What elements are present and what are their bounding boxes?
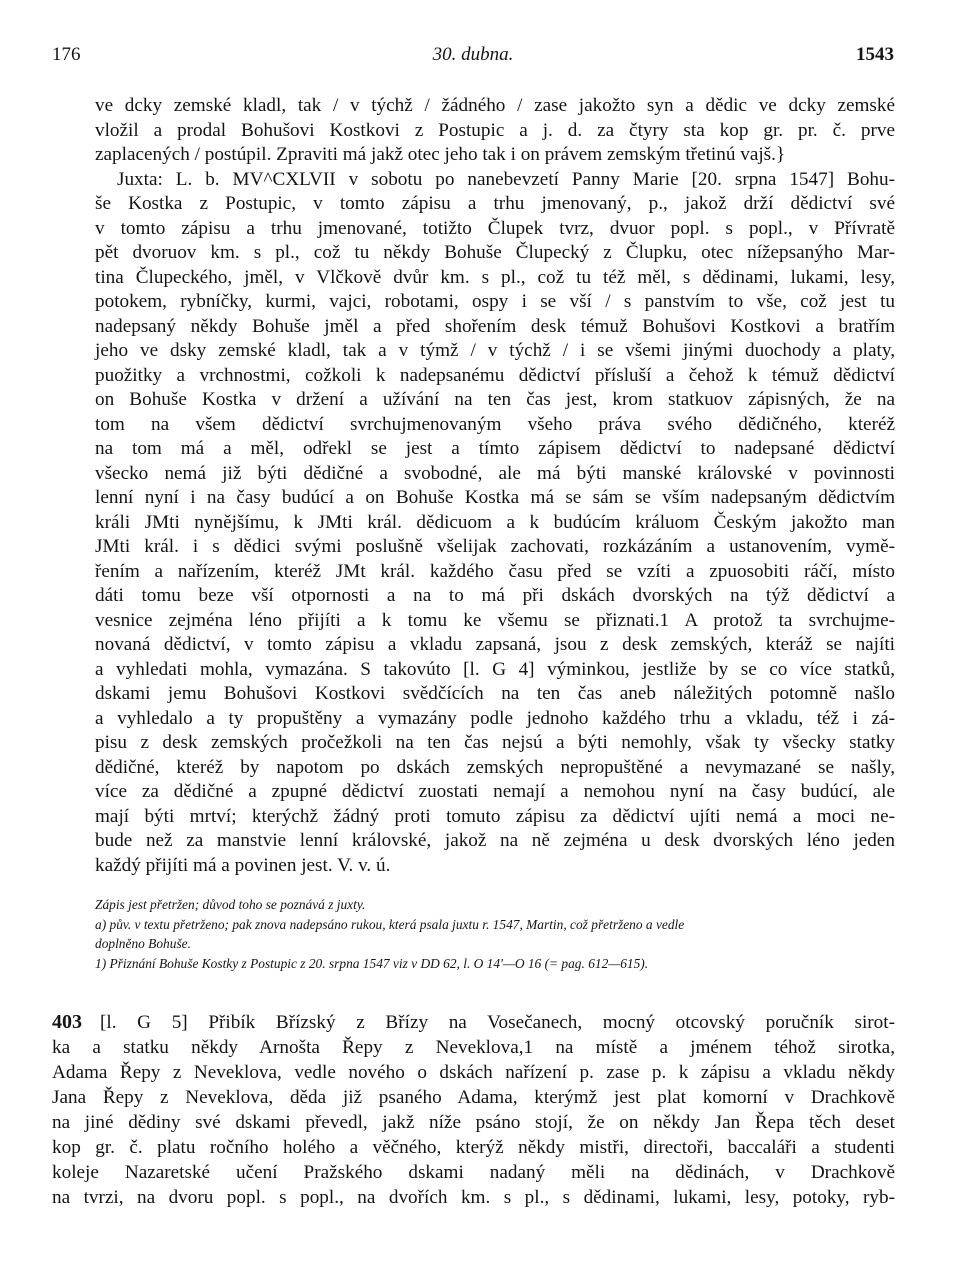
- text-line: vložil a prodal Bohušovi Kostkovi z Postupic a j. d. za čtyry sta kop gr. pr. č. prve: [95, 119, 895, 141]
- text-line: více za dědičné a zpupné dědictví zuostati nemají a nemohou nyní na časy budúcí, ale: [95, 781, 895, 802]
- entry-line: Adama Řepy z Neveklova, vedle nového o dskách nařízení p. zase p. k zápisu a vkladu někdy: [52, 1062, 895, 1083]
- text-line: v tomto zápisu a trhu jmenované, totižto Člupek tvrz, dvuor popl. s popl., v Přívratě: [95, 217, 895, 239]
- text-line: ve dcky zemské kladl, tak / v týchž / žádného / zase jakožto syn a dědic ve dcky zemské: [95, 95, 895, 116]
- running-header: [52, 44, 894, 74]
- text-line: puožitky a vrchnostmi, cožkoli k nadepsanému dědictví přísluší a čehož k témuž dědictví: [95, 364, 895, 386]
- text-line: pisu z desk zemských pročežkoli na ten čas nejsú a býti nemohly, však ty všecky statky: [95, 732, 895, 753]
- entry-line: kop gr. č. platu ročního holého a věčného, kterýž někdy mistři, directoři, baccaláři a studenti: [52, 1137, 895, 1158]
- text-line: dskami jemu Bohušovi Kostkovi svědčících na ten čas aneb náležitých potomně našlo: [95, 683, 895, 704]
- text-line: a vyhledati mohla, vymazána. S takovúto [l. G 4] výminkou, jestliže by se co více statků,: [95, 658, 895, 680]
- text-line: každý přijíti má a povinen jest. V. v. ú.: [95, 854, 391, 876]
- entry-403: [52, 1010, 895, 1210]
- note-a: a) pův. v textu přetrženo; pak znova nadepsáno rukou, která psala juxtu r. 1547, Martin, což přetrženo a vedle: [95, 916, 685, 932]
- text-line: mají býti mrtví; kterýchž žádný proti tomuto zápisu za dědictví ujíti nemá a moci ne-: [95, 805, 895, 827]
- text-line: všecko nemá již býti dědičné a svobodné, ale má býti manské královské v povinnosti: [95, 462, 895, 484]
- text-line: řením a nařízením, kteréž JMt král. každého času před se vzíti a zpuosobiti ráčí, místo: [95, 560, 895, 582]
- note-a-cont: doplněno Bohuše.: [95, 936, 191, 951]
- entry-line: [52, 1010, 895, 1035]
- text-line: dědičné, kteréž by napotom po dskách zemských nepropuštěné a nevymazané se našly,: [95, 756, 895, 778]
- text-line: na tom má a měl, odřekl se jest a tímto zápisem dědictví to nadepsané dědictví: [95, 438, 895, 459]
- entry-number: 403: [52, 1011, 82, 1033]
- header-date: 30. dubna.: [432, 44, 514, 65]
- text-line: potokem, rybníčky, kurmi, vajci, robotami, ospy i se vší / s panstvím to vše, což jest tu: [95, 291, 895, 312]
- text-line: tina Člupeckého, jměl, v Vlčkově dvůr km. s pl., což tu též měl, s dědinami, lukami, lesy,: [95, 266, 895, 288]
- text-line: králi JMti nynějšímu, k JMti král. dědicuom a k budúcím králuom Českým jakožto man: [95, 511, 895, 533]
- text-line: Juxta: L. b. MV^CXLVII v sobotu po nanebevzetí Panny Marie [20. srpna 1547] Bohu-: [117, 168, 895, 190]
- entry-line: na jiné dědiny své dskami převedl, jakž níže psáno stojí, že on někdy Jan Řepa těch deset: [52, 1112, 895, 1133]
- note-zapis: Zápis jest přetržen; důvod toho se poznává z juxty.: [95, 897, 366, 912]
- text-line: nadepsaný někdy Bohuše jměl a před shořením desk témuž Bohušovi Kostkovi a bratřím: [95, 315, 895, 337]
- text-line: novaná dědictví, v tomto zápisu a vkladu zapsaná, jsou z desk zemských, kteráž se najíti: [95, 634, 895, 655]
- text-line: bude než za manstvie lenní královské, jakož na ně zejména u desk dvorských léno jeden: [95, 830, 895, 851]
- entry-line: Jana Řepy z Neveklova, děda již psaného Adama, kterýmž jest plat komorní v Drachkově: [52, 1087, 895, 1108]
- entry-line: koleje Nazaretské učení Pražského dskami nadaný měli na dědinách, v Drachkově: [52, 1162, 895, 1183]
- footnotes: [95, 895, 895, 973]
- text-line: JMti král. i s dědici svými poslušně všelijak zachovati, rozkázáním a ustanovením, vymě-: [95, 536, 895, 557]
- text-line: jeho ve dsky zemské kladl, tak a v týmž / v týchž / i se všemi jinými duochody a platy,: [95, 340, 895, 361]
- note-1: 1) Přiznání Bohuše Kostky z Postupic z 20. srpna 1547 viz v DD 62, l. O 14'—O 16 (= pag. 612—615).: [95, 955, 649, 971]
- page-number: 176: [52, 44, 81, 65]
- text-line: vesnice zejména léno přijíti a k tomu ke všemu se přiznati.1 A protož ta svrchujme-: [95, 609, 895, 631]
- text-line: zaplacených / postúpil. Zpraviti má jakž otec jeho tak i on právem zemským třetinú vajš.}: [95, 144, 786, 165]
- main-text: [95, 94, 895, 878]
- header-year: 1543: [856, 44, 894, 65]
- text-line: dáti tomu beze vší otpornosti a na to má při dskách dvorských na týž dědictví a: [95, 585, 895, 606]
- text-line: on Bohuše Kostka v držení a užívání na ten čas jest, krom statkuov zápisných, že na: [95, 389, 895, 410]
- entry-line: ka a statku někdy Arnošta Řepy z Neveklova,1 na místě a jménem téhož sirotka,: [52, 1037, 895, 1058]
- text-line: tom na všem dědictví svrchujmenovaným všeho práva svého dědičného, kteréž: [95, 413, 895, 435]
- entry-line: na tvrzi, na dvoru popl. s popl., na dvořích km. s pl., s dědinami, lukami, lesy, potoky, ryb-: [52, 1187, 895, 1208]
- text-line: a vyhledalo a ty propuštěny a vymazány podle jednoho každého trhu a vkladu, též i zá-: [95, 707, 895, 729]
- text-line: pět dvoruov km. s pl., což tu někdy Bohuše Člupecký z Člupku, otec nížepsanýho Mar-: [95, 242, 895, 263]
- text-line: še Kostka z Postupic, v tomto zápisu a trhu jmenovaný, p., jakož drží dědictví své: [95, 193, 895, 214]
- entry-line-text: [l. G 5] Přibík Břízský z Břízy na Vosečanech, mocný otcovský poručník sirot-: [100, 1012, 895, 1033]
- text-line: lenní nyní i na časy budúcí a on Bohuše Kostka má se sám se vším nadepsaným dědictvím: [95, 487, 895, 508]
